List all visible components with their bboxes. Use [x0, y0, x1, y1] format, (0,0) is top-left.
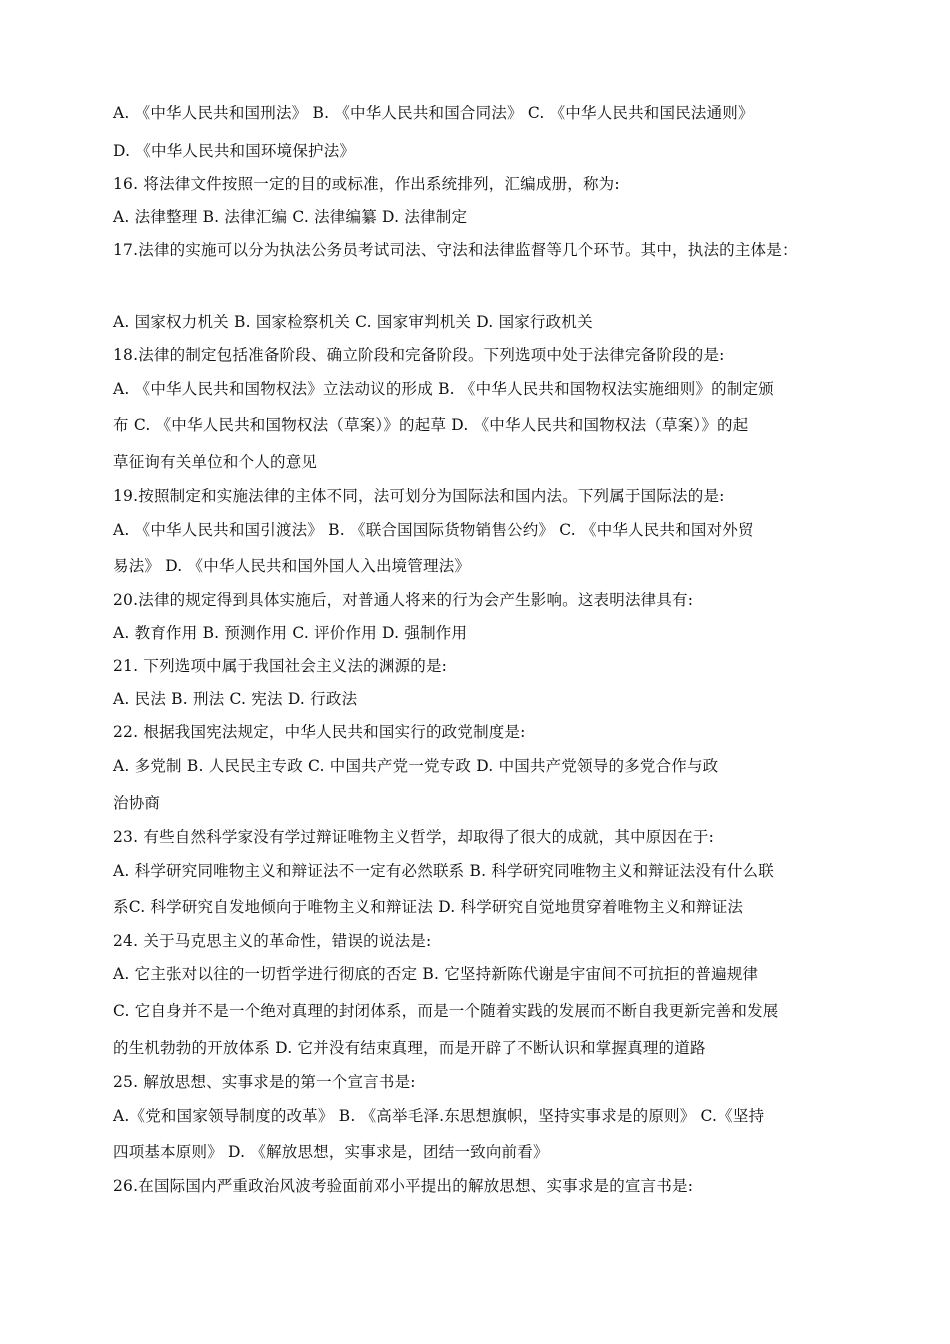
- q22-options-line-1: A. 多党制 B. 人民民主专政 C. 中国共产党一党专政 D. 中国共产党领导的多党合作与政: [113, 757, 719, 775]
- q17-question: 17.法律的实施可以分为执法公务员考试司法、守法和法律监督等几个环节。其中，执法的主体是：: [113, 241, 798, 259]
- q24-options-line-2: C. 它自身并不是一个绝对真理的封闭体系，而是一个随着实践的发展而不断自我更新完善和发展: [113, 1002, 779, 1020]
- q15-options-line-1: A. 《中华人民共和国刑法》 B. 《中华人民共和国合同法》 C. 《中华人民共和国民法通则》: [113, 104, 754, 122]
- q26-question: 26.在国际国内严重政治风波考验面前邓小平提出的解放思想、实事求是的宣言书是:: [113, 1177, 694, 1195]
- q18-options-line-1: A. 《中华人民共和国物权法》立法动议的形成 B. 《中华人民共和国物权法实施细则》的制定颁: [113, 380, 774, 398]
- q22-options-line-2: 治协商: [113, 794, 161, 812]
- q18-question: 18.法律的制定包括准备阶段、确立阶段和完备阶段。下列选项中处于法律完备阶段的是:: [113, 346, 725, 364]
- q23-question: 23. 有些自然科学家没有学过辩证唯物主义哲学，却取得了很大的成就，其中原因在于:: [113, 828, 715, 846]
- q18-options-line-3: 草征询有关单位和个人的意见: [113, 453, 318, 471]
- q24-options-line-1: A. 它主张对以往的一切哲学进行彻底的否定 B. 它坚持新陈代谢是宇宙间不可抗拒的普遍规律: [113, 965, 759, 983]
- q24-question: 24. 关于马克思主义的革命性，错误的说法是:: [113, 932, 432, 950]
- q20-options: A. 教育作用 B. 预测作用 C. 评价作用 D. 强制作用: [113, 624, 468, 642]
- q18-options-line-2: 布 C. 《中华人民共和国物权法（草案）》的起草 D. 《中华人民共和国物权法（草案）》的起: [113, 416, 749, 434]
- q16-options: A. 法律整理 B. 法律汇编 C. 法律编纂 D. 法律制定: [113, 208, 468, 226]
- q16-question: 16. 将法律文件按照一定的目的或标准，作出系统排列，汇编成册，称为:: [113, 175, 620, 193]
- q19-question: 19.按照制定和实施法律的主体不同，法可划分为国际法和国内法。下列属于国际法的是:: [113, 487, 725, 505]
- q21-options: A. 民法 B. 刑法 C. 宪法 D. 行政法: [113, 690, 358, 708]
- q24-options-line-3: 的生机勃勃的开放体系 D. 它并没有结束真理，而是开辟了不断认识和掌握真理的道路: [113, 1039, 706, 1057]
- q17-options: A. 国家权力机关 B. 国家检察机关 C. 国家审判机关 D. 国家行政机关: [113, 313, 593, 331]
- q23-options-line-2: 系C. 科学研究自发地倾向于唯物主义和辩证法 D. 科学研究自觉地贯穿着唯物主义和辩证法: [113, 898, 744, 916]
- q19-options-line-2: 易法》 D. 《中华人民共和国外国人入出境管理法》: [113, 557, 471, 575]
- q25-question: 25. 解放思想、实事求是的第一个宣言书是:: [113, 1073, 416, 1091]
- q22-question: 22. 根据我国宪法规定，中华人民共和国实行的政党制度是:: [113, 723, 526, 741]
- q20-question: 20.法律的规定得到具体实施后，对普通人将来的行为会产生影响。这表明法律具有:: [113, 591, 694, 609]
- q21-question: 21. 下列选项中属于我国社会主义法的渊源的是:: [113, 657, 448, 675]
- q25-options-line-1: A.《党和国家领导制度的改革》 B. 《高举毛泽.东思想旗帜，坚持实事求是的原则》 C.《坚持: [113, 1107, 765, 1125]
- q23-options-line-1: A. 科学研究同唯物主义和辩证法不一定有必然联系 B. 科学研究同唯物主义和辩证法没有什么联: [113, 862, 774, 880]
- q19-options-line-1: A. 《中华人民共和国引渡法》 B. 《联合国国际货物销售公约》 C. 《中华人民共和国对外贸: [113, 521, 754, 539]
- q25-options-line-2: 四项基本原则》 D. 《解放思想，实事求是，团结一致向前看》: [113, 1143, 549, 1161]
- q15-options-line-2: D. 《中华人民共和国环境保护法》: [113, 142, 356, 160]
